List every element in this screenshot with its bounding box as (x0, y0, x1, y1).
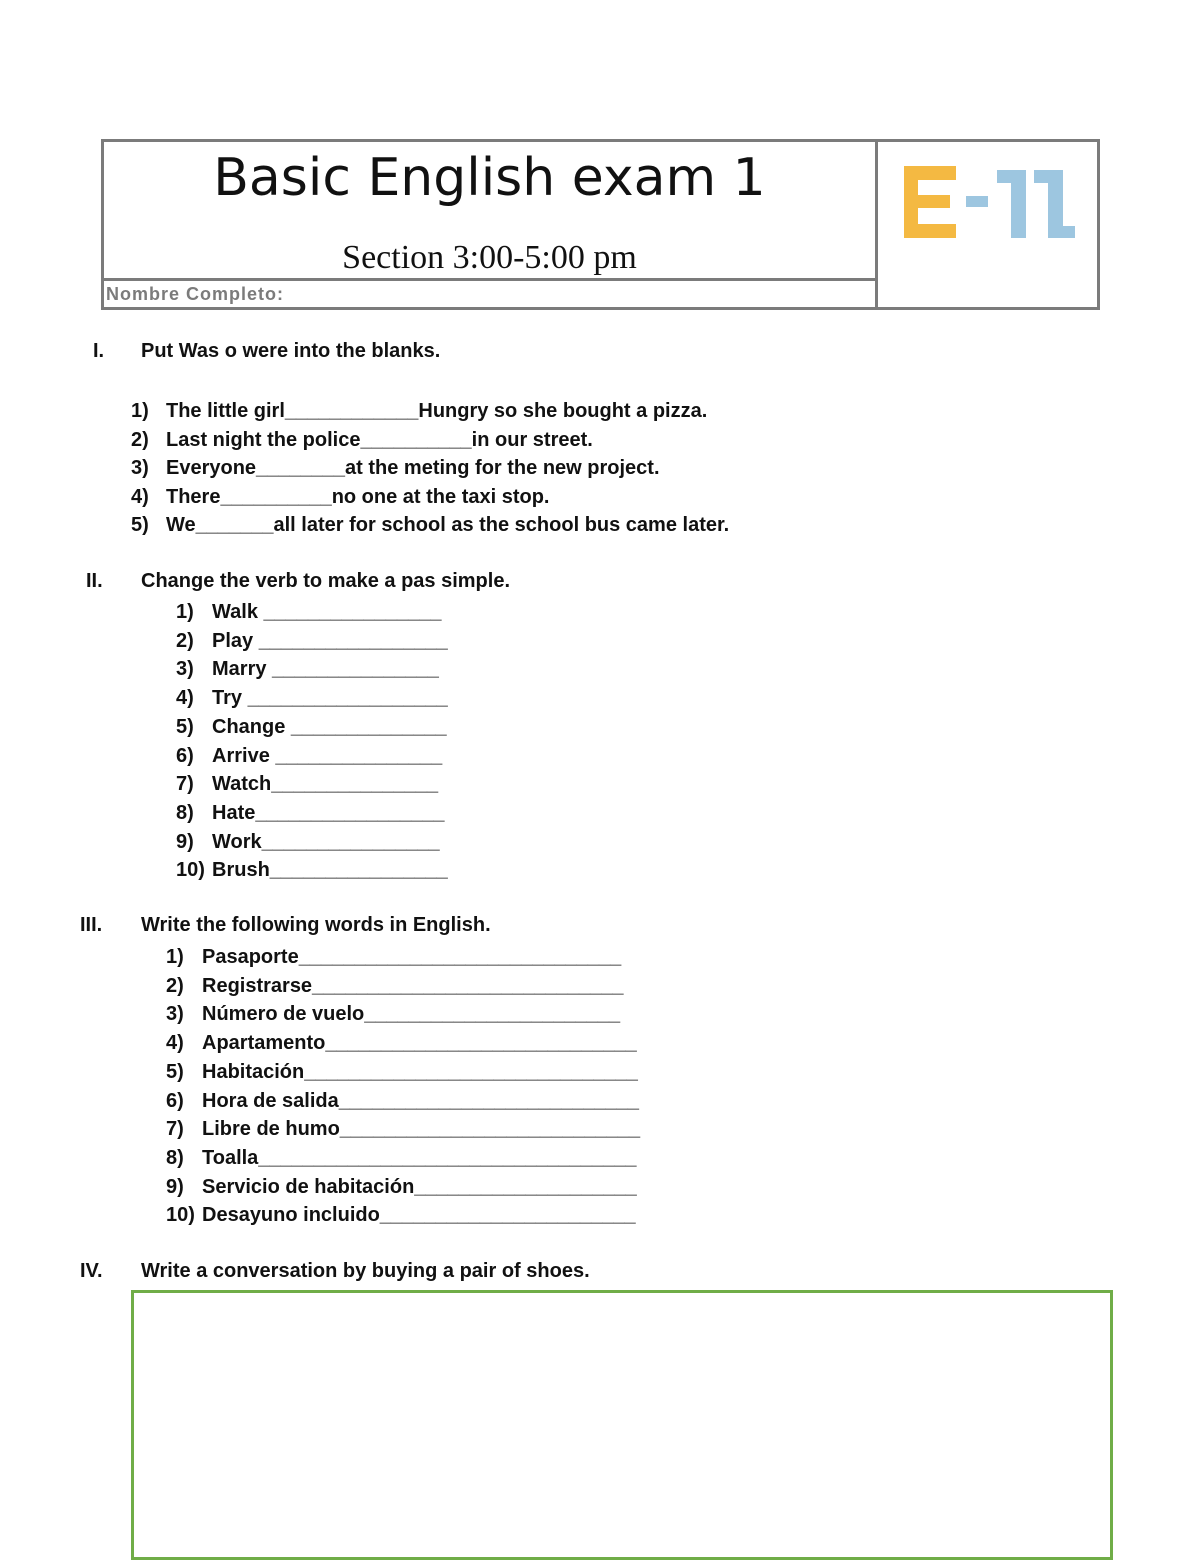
question-number: 1) (176, 601, 194, 623)
question-text[interactable]: Play _________________ (212, 629, 448, 652)
question-number: 8) (166, 1146, 184, 1169)
exam-title: Basic English exam 1 (213, 148, 766, 208)
question-number: 5) (176, 715, 194, 738)
name-label: Nombre Completo: (106, 284, 284, 304)
question-number: 4) (176, 687, 194, 710)
section-heading: Write a conversation by buying a pair of shoes. (141, 1260, 590, 1282)
question-text[interactable]: Hora de salida___________________________ (202, 1089, 640, 1112)
question-text[interactable]: Work________________ (212, 830, 440, 853)
exam-section-time: Section 3:00-5:00 pm (342, 239, 637, 276)
question-number: 9) (166, 1175, 184, 1198)
question-number: 4) (166, 1032, 184, 1055)
section-numeral: III. (80, 914, 103, 936)
question-number: 4) (131, 485, 149, 508)
question-text[interactable]: The little girl____________Hungry so she bought a pizza. (166, 400, 708, 422)
question-text[interactable]: Try __________________ (212, 687, 448, 710)
question-number: 2) (131, 428, 149, 451)
section-numeral: I. (93, 340, 105, 362)
question-text[interactable]: Last night the police__________in our street. (166, 428, 593, 451)
question-text[interactable]: There__________no one at the taxi stop. (166, 485, 550, 508)
question-number: 10) (176, 859, 205, 882)
question-number: 3) (176, 658, 194, 681)
question-number: 1) (131, 400, 149, 422)
question-number: 8) (176, 801, 194, 824)
question-text[interactable]: Libre de humo___________________________ (202, 1118, 641, 1141)
question-number: 6) (166, 1089, 184, 1112)
question-text[interactable]: We_______all later for school as the school bus came later. (166, 514, 730, 537)
question-text[interactable]: Pasaporte_____________________________ (202, 946, 622, 968)
question-number: 7) (176, 773, 194, 796)
question-text[interactable]: Registrarse____________________________ (202, 974, 624, 997)
question-text[interactable]: Toalla__________________________________ (202, 1146, 637, 1169)
question-text[interactable]: Habitación______________________________ (202, 1060, 638, 1083)
question-number: 6) (176, 744, 194, 767)
question-text[interactable]: Arrive _______________ (212, 744, 443, 767)
question-number: 2) (176, 629, 194, 652)
question-text[interactable]: Número de vuelo_______________________ (202, 1003, 621, 1026)
question-text[interactable]: Walk ________________ (212, 601, 442, 623)
question-text[interactable]: Change ______________ (212, 715, 447, 738)
section-numeral: II. (86, 570, 103, 592)
question-number: 7) (166, 1118, 184, 1141)
question-number: 1) (166, 946, 184, 968)
section-heading: Put Was o were into the blanks. (141, 340, 441, 362)
question-text[interactable]: Everyone________at the meting for the new project. (166, 457, 660, 480)
question-text[interactable]: Hate_________________ (212, 801, 445, 824)
question-number: 2) (166, 974, 184, 997)
section-heading: Write the following words in English. (141, 914, 491, 936)
question-number: 10) (166, 1204, 195, 1227)
section-numeral: IV. (80, 1260, 103, 1282)
question-text[interactable]: Desayuno incluido_______________________ (202, 1204, 636, 1227)
section-heading: Change the verb to make a pas simple. (141, 570, 511, 592)
question-number: 5) (131, 514, 149, 537)
question-number: 9) (176, 830, 194, 853)
question-number: 3) (166, 1003, 184, 1026)
question-text[interactable]: Watch_______________ (212, 773, 439, 796)
question-number: 3) (131, 457, 149, 480)
question-text[interactable]: Marry _______________ (212, 658, 439, 681)
question-text[interactable]: Apartamento____________________________ (202, 1032, 637, 1055)
question-text[interactable]: Brush________________ (212, 859, 448, 882)
conversation-answer-box[interactable] (131, 1290, 1113, 1560)
question-number: 5) (166, 1060, 184, 1083)
question-text[interactable]: Servicio de habitación____________________ (202, 1175, 637, 1198)
